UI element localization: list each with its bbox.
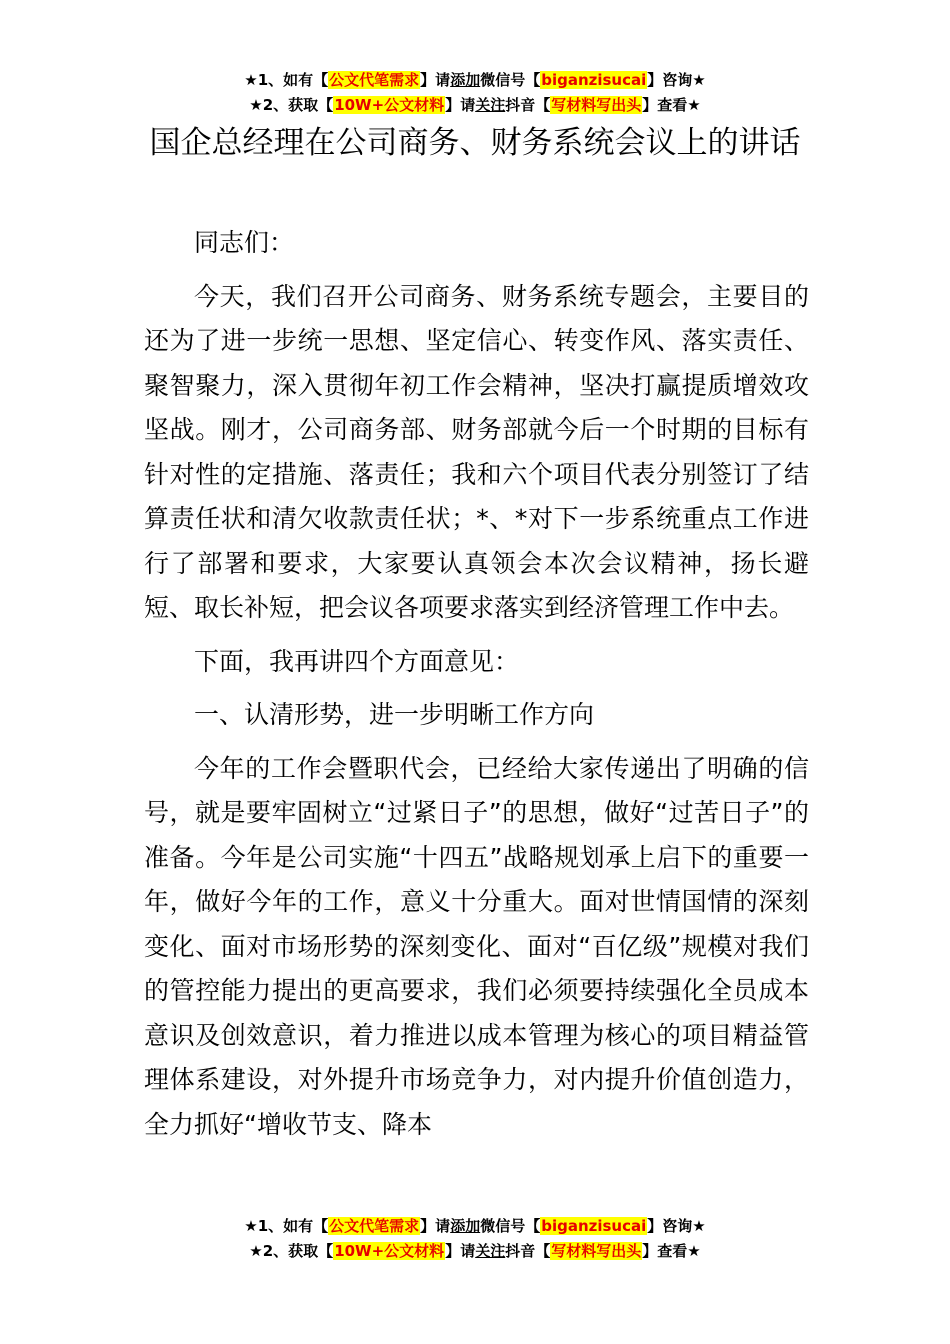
banner-underlined: 关注 <box>475 96 506 114</box>
banner-text: ★2、获取【 <box>249 96 334 114</box>
banner-text: ★2、获取【 <box>249 1242 334 1260</box>
banner-highlight: 写材料写出头 <box>551 96 642 114</box>
section-heading: 一、认清形势，进一步明晰工作方向 <box>194 700 595 729</box>
banner-highlight: biganzisucai <box>541 1217 647 1235</box>
footer-banner <box>0 1214 950 1264</box>
banner-line-2 <box>0 93 950 118</box>
banner-line-2 <box>0 1239 950 1264</box>
banner-text: 】请 <box>420 1217 451 1235</box>
document-title: 国企总经理在公司商务、财务系统会议上的讲话 <box>149 125 801 161</box>
body-paragraph: 今天，我们召开公司商务、财务系统专题会，主要目的还为了进一步统一思想、坚定信心、转变作风、落实责任、聚智聚力，深入贯彻年初工作会精神，坚决打赢提质增效攻坚战。刚才，公司商务部、财务部就今后一个时期的目标有针对性的定措施、落责任；我和六个项目代表分别签订了结算责任状和清欠收款责任状；*、*对下一步系统重点工作进行了部署和要求，大家要认真领会本次会议精神，扬长避短、取长补短，把会议各项要求落实到经济管理工作中去。 <box>144 281 809 622</box>
banner-underlined: 添加 <box>450 1217 481 1235</box>
banner-text: 】请 <box>445 96 476 114</box>
banner-underlined: 关注 <box>475 1242 506 1260</box>
salutation: 同志们： <box>194 228 295 257</box>
banner-highlight: 10W+公文材料 <box>334 1242 445 1260</box>
body-paragraph: 今年的工作会暨职代会，已经给大家传递出了明确的信号，就是要牢固树立“过紧日子”的思想，做好“过苦日子”的准备。今年是公司实施“十四五”战略规划承上启下的重要一年，做好今年的工作，意义十分重大。面对世情国情的深刻变化、面对市场形势的深刻变化、面对“百亿级”规模对我们的管控能力提出的更高要求，我们必须要持续强化全员成本意识及创效意识，着力推进以成本管理为核心的项目精益管理体系建设，对外提升市场竞争力，对内提升价值创造力，全力抓好“增收节支、降本 <box>144 753 809 1139</box>
banner-text: 】请 <box>445 1242 476 1260</box>
banner-line-1 <box>0 68 950 93</box>
banner-text: ★1、如有【 <box>244 1217 329 1235</box>
banner-text: ★1、如有【 <box>244 71 329 89</box>
banner-text: 】查看★ <box>642 96 701 114</box>
banner-highlight: biganzisucai <box>541 71 647 89</box>
banner-highlight: 公文代笔需求 <box>329 71 420 89</box>
document-body <box>144 221 809 1156</box>
header-banner <box>0 68 950 118</box>
banner-line-1 <box>0 1214 950 1239</box>
banner-highlight: 10W+公文材料 <box>334 96 445 114</box>
banner-text: 】咨询★ <box>647 1217 706 1235</box>
banner-underlined: 添加 <box>450 71 481 89</box>
body-paragraph: 下面，我再讲四个方面意见： <box>194 646 520 676</box>
banner-highlight: 公文代笔需求 <box>329 1217 420 1235</box>
banner-text: 微信号【 <box>480 71 541 89</box>
banner-text: 微信号【 <box>480 1217 541 1235</box>
banner-text: 】请 <box>420 71 451 89</box>
banner-text: 】查看★ <box>642 1242 701 1260</box>
banner-text: 】咨询★ <box>647 71 706 89</box>
banner-text: 抖音【 <box>505 96 551 114</box>
banner-highlight: 写材料写出头 <box>551 1242 642 1260</box>
banner-text: 抖音【 <box>505 1242 551 1260</box>
